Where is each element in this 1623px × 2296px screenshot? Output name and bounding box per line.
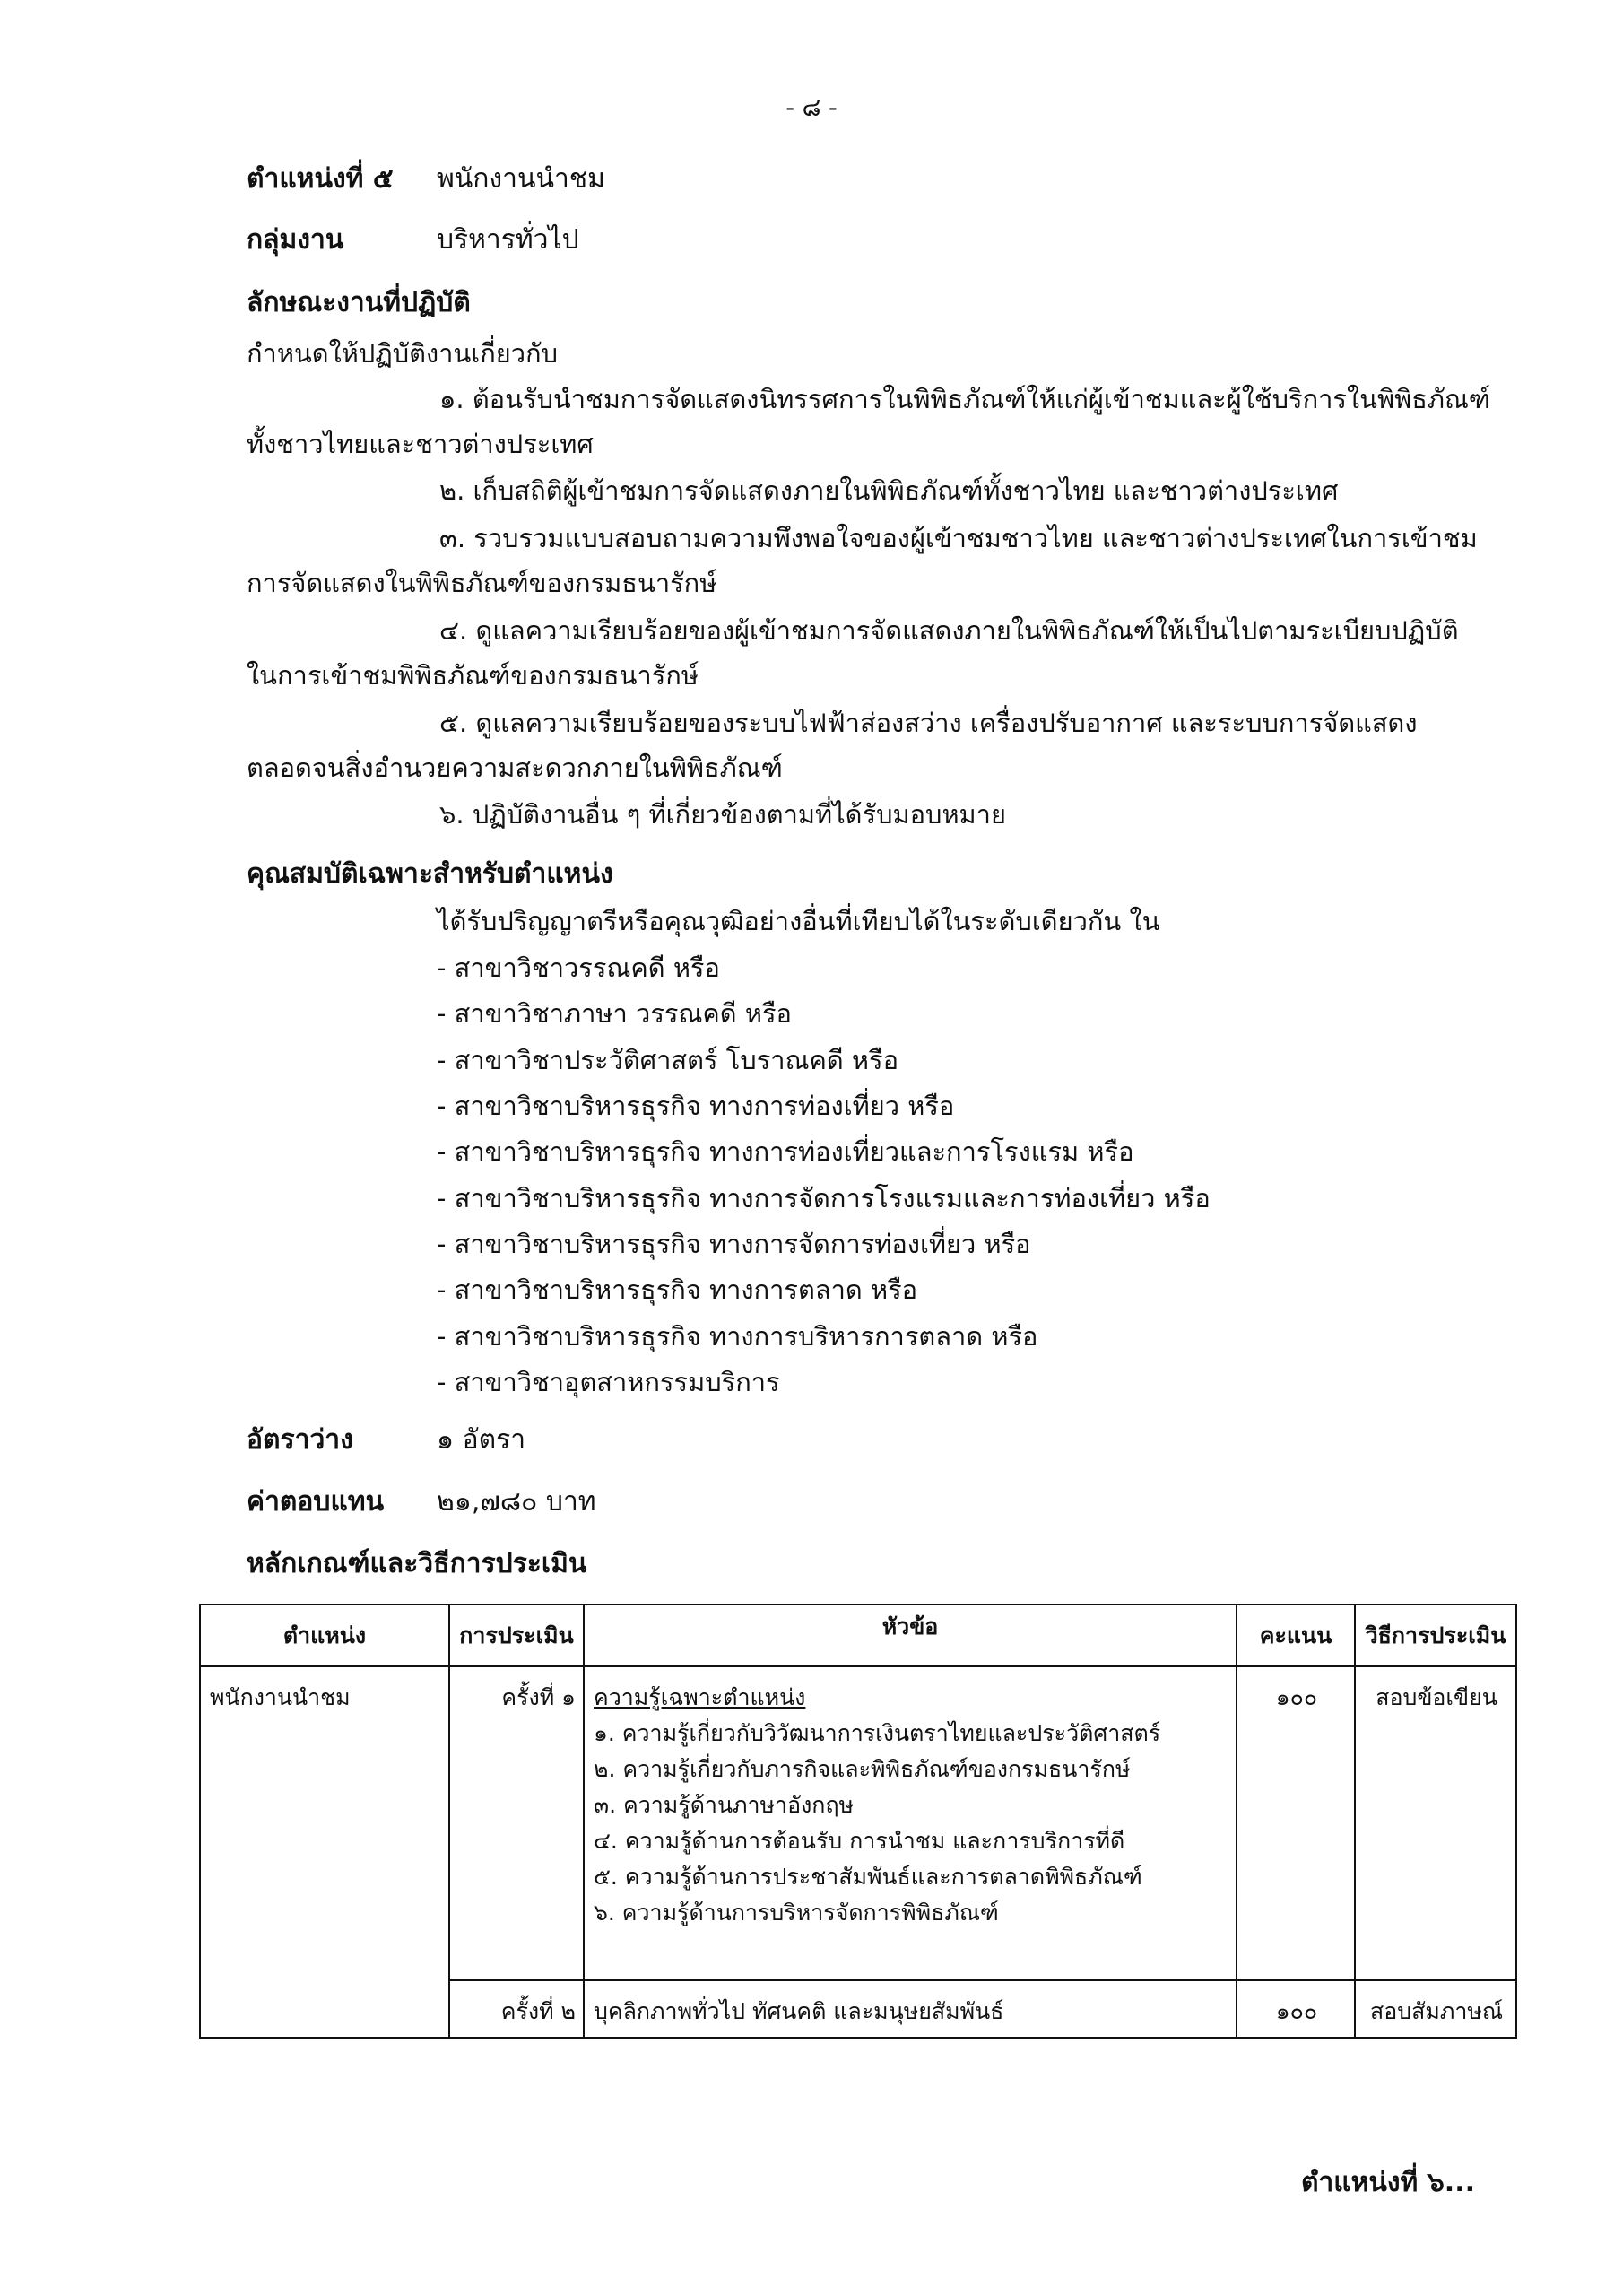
criteria-table	[199, 1604, 1517, 2039]
qualification-field: - สาขาวิชาบริหารธุรกิจ ทางการจัดการท่องเที่ยว หรือ	[437, 1229, 1031, 1259]
position-label: ตำแหน่งที่ ๕	[247, 163, 394, 195]
topic-item: ๒. ความรู้เกี่ยวกับภารกิจและพิพิธภัณฑ์ของกรมธนารักษ์	[594, 1756, 1131, 1782]
qualification-field: - สาขาวิชาประวัติศาสตร์ โบราณคดี หรือ	[437, 1045, 899, 1075]
duty-item-continued: การจัดแสดงในพิพิธภัณฑ์ของกรมธนารักษ์	[247, 568, 717, 598]
topic-cell	[584, 1666, 1237, 1980]
position-cell: พนักงานนำชม	[200, 1666, 449, 2038]
score-cell: ๑๐๐	[1237, 1980, 1355, 2038]
column-header: คะแนน	[1237, 1605, 1355, 1666]
topic-cell: บุคลิกภาพทั่วไป ทัศนคติ และมนุษยสัมพันธ์	[584, 1980, 1237, 2038]
salary-value: ๒๑,๗๘๐ บาท	[437, 1486, 596, 1518]
table-header-row	[200, 1605, 1516, 1666]
qualification-field: - สาขาวิชาบริหารธุรกิจ ทางการบริหารการตลาด หรือ	[437, 1321, 1038, 1352]
column-header: การประเมิน	[449, 1605, 584, 1666]
criteria-heading: หลักเกณฑ์และวิธีการประเมิน	[247, 1548, 587, 1579]
vacancy-value: ๑ อัตรา	[437, 1424, 526, 1456]
group-value: บริหารทั่วไป	[437, 224, 579, 256]
topic-item: ๓. ความรู้ด้านภาษาอังกฤษ	[594, 1792, 855, 1818]
round-cell: ครั้งที่ ๑	[449, 1666, 584, 1980]
duty-item-continued: ในการเข้าชมพิพิธภัณฑ์ของกรมธนารักษ์	[247, 660, 699, 691]
duty-item-continued: ตลอดจนสิ่งอำนวยความสะดวกภายในพิพิธภัณฑ์	[247, 752, 783, 783]
round-cell: ครั้งที่ ๒	[449, 1980, 584, 2038]
vacancy-label: อัตราว่าง	[247, 1424, 353, 1456]
method-cell: สอบข้อเขียน	[1355, 1666, 1516, 1980]
method-cell: สอบสัมภาษณ์	[1355, 1980, 1516, 2038]
topic-item: ๔. ความรู้ด้านการต้อนรับ การนำชม และการบริการที่ดี	[594, 1828, 1125, 1854]
qualifications-heading: คุณสมบัติเฉพาะสำหรับตำแหน่ง	[247, 858, 613, 890]
qualification-field: - สาขาวิชาอุตสาหกรรมบริการ	[437, 1367, 780, 1397]
topic-item: ๕. ความรู้ด้านการประชาสัมพันธ์และการตลาดพิพิธภัณฑ์	[594, 1864, 1142, 1890]
duty-item: ๕. ดูแลความเรียบร้อยของระบบไฟฟ้าส่องสว่าง เครื่องปรับอากาศ และระบบการจัดแสดง	[439, 708, 1418, 738]
topic-item: ๑. ความรู้เกี่ยวกับวิวัฒนาการเงินตราไทยและประวัติศาสตร์	[594, 1720, 1161, 1746]
duties-heading: ลักษณะงานที่ปฏิบัติ	[247, 287, 471, 318]
column-header: หัวข้อ	[584, 1605, 1237, 1666]
duties-intro: กำหนดให้ปฏิบัติงานเกี่ยวกับ	[247, 338, 558, 369]
duty-item: ๒. เก็บสถิติผู้เข้าชมการจัดแสดงภายในพิพิธภัณฑ์ทั้งชาวไทย และชาวต่างประเทศ	[439, 475, 1339, 506]
topic-title: ความรู้เฉพาะตำแหน่ง	[594, 1684, 806, 1710]
score-cell: ๑๐๐	[1237, 1666, 1355, 1980]
duty-item: ๔. ดูแลความเรียบร้อยของผู้เข้าชมการจัดแสดงภายในพิพิธภัณฑ์ให้เป็นไปตามระเบียบปฏิบัติ	[439, 615, 1459, 646]
qualification-field: - สาขาวิชาบริหารธุรกิจ ทางการจัดการโรงแรมและการท่องเที่ยว หรือ	[437, 1183, 1211, 1213]
qualification-field: - สาขาวิชาภาษา วรรณคดี หรือ	[437, 998, 792, 1029]
table-row	[200, 1666, 1516, 1980]
group-label: กลุ่มงาน	[247, 224, 344, 256]
column-header: วิธีการประเมิน	[1355, 1605, 1516, 1666]
duty-item: ๓. รวบรวมแบบสอบถามความพึงพอใจของผู้เข้าชมชาวไทย และชาวต่างประเทศในการเข้าชม	[439, 523, 1478, 553]
duty-item-continued: ทั้งชาวไทยและชาวต่างประเทศ	[247, 429, 594, 459]
qualification-field: - สาขาวิชาบริหารธุรกิจ ทางการตลาด หรือ	[437, 1274, 918, 1305]
qualifications-intro: ได้รับปริญญาตรีหรือคุณวุฒิอย่างอื่นที่เทียบได้ในระดับเดียวกัน ใน	[437, 906, 1160, 936]
duty-item: ๖. ปฏิบัติงานอื่น ๆ ที่เกี่ยวข้องตามที่ได้รับมอบหมาย	[439, 799, 1006, 830]
salary-label: ค่าตอบแทน	[247, 1486, 385, 1518]
topic-item: ๖. ความรู้ด้านการบริหารจัดการพิพิธภัณฑ์	[594, 1900, 999, 1926]
position-value: พนักงานนำชม	[437, 163, 605, 195]
qualification-field: - สาขาวิชาบริหารธุรกิจ ทางการท่องเที่ยว หรือ	[437, 1091, 955, 1121]
qualification-field: - สาขาวิชาวรรณคดี หรือ	[437, 952, 720, 983]
next-page-indicator: ตำแหน่งที่ ๖...	[1300, 2167, 1475, 2198]
page-number: - ๘ -	[785, 94, 838, 122]
qualification-field: - สาขาวิชาบริหารธุรกิจ ทางการท่องเที่ยวและการโรงแรม หรือ	[437, 1136, 1134, 1167]
duty-item: ๑. ต้อนรับนำชมการจัดแสดงนิทรรศการในพิพิธภัณฑ์ให้แก่ผู้เข้าชมและผู้ใช้บริการในพิพิธภัณฑ์	[439, 384, 1490, 414]
column-header: ตำแหน่ง	[200, 1605, 449, 1666]
